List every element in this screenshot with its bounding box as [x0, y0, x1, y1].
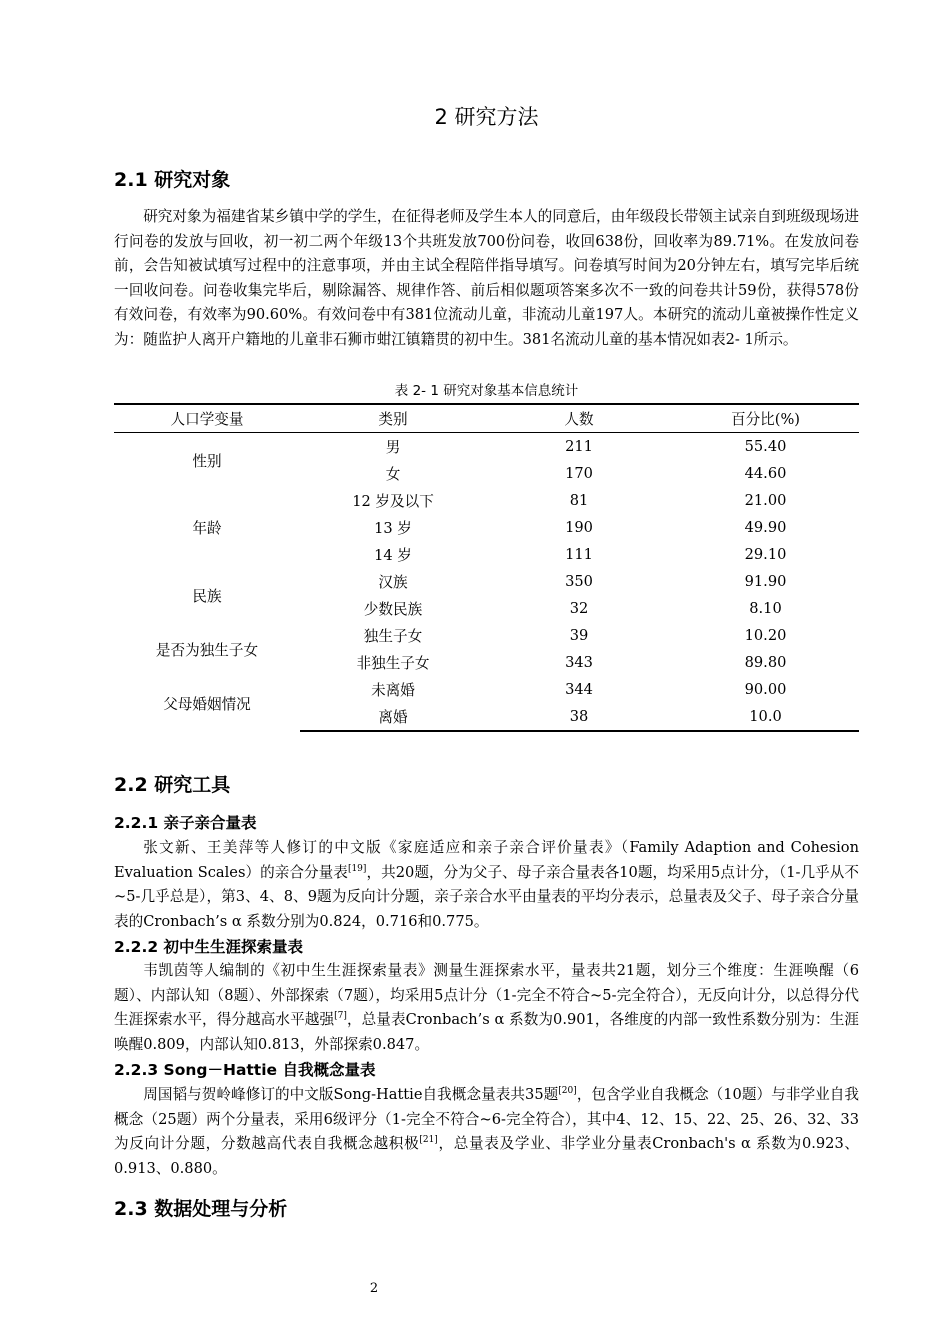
category-cell: 独生子女	[363, 628, 423, 645]
percent-cell: 29.10	[744, 546, 787, 563]
count-cell: 170	[565, 465, 593, 482]
citation: [21]	[419, 1135, 438, 1146]
percent-cell: 91.90	[744, 573, 787, 590]
citation: [20]	[558, 1086, 577, 1097]
citation: [7]	[334, 1011, 347, 1022]
category-cell: 离婚	[300, 703, 486, 731]
subsection-heading-2-2-2: 2.2.2 初中生生涯探索量表	[114, 938, 304, 956]
header-category: 类别	[300, 404, 486, 433]
citation: [19]	[347, 863, 367, 874]
header-count: 人数	[486, 404, 672, 433]
category-cell: 男	[385, 439, 401, 456]
table-row	[114, 676, 859, 703]
percent-cell: 10.0	[672, 703, 859, 731]
percent-cell: 49.90	[744, 519, 787, 536]
variable-ethnicity: 民族	[192, 587, 222, 605]
header-variable: 人口学变量	[114, 404, 300, 433]
category-cell: 汉族	[378, 574, 408, 591]
count-cell: 39	[569, 627, 589, 644]
category-cell: 12 岁及以下	[352, 493, 434, 510]
paragraph-text: ，总量表Cronbach’s α 系数为0.901，各维度的内部一致性系数分别为：生涯唤醒0.809，内部认知0.813，外部探索0.847。	[114, 1011, 859, 1053]
percent-cell: 90.00	[744, 681, 787, 698]
table-row	[114, 487, 859, 514]
demographics-table	[114, 403, 859, 732]
count-cell: 111	[565, 546, 593, 563]
header-percent: 百分比(%)	[672, 404, 859, 433]
page-number: 2	[369, 1281, 379, 1296]
percent-cell: 44.60	[744, 465, 787, 482]
chapter-title: 2 研究方法	[434, 105, 539, 129]
table-row	[114, 568, 859, 595]
subsection-heading-2-2-3: 2.2.3 Song－Hattie 自我概念量表	[114, 1061, 376, 1079]
subsection-2-2-3-paragraph	[114, 1083, 859, 1181]
section-heading-2-3: 2.3 数据处理与分析	[114, 1198, 288, 1220]
percent-cell: 10.20	[744, 627, 787, 644]
category-cell: 未离婚	[371, 682, 415, 699]
count-cell: 344	[565, 681, 593, 698]
section-heading-2-2: 2.2 研究工具	[114, 774, 231, 796]
table-caption: 表 2- 1 研究对象基本信息统计	[394, 383, 579, 399]
subsection-2-2-1-paragraph	[114, 836, 859, 934]
count-cell: 190	[565, 519, 593, 536]
category-cell: 13 岁	[374, 520, 412, 537]
category-cell: 14 岁	[374, 547, 412, 564]
count-cell: 32	[569, 600, 589, 617]
percent-cell: 89.80	[744, 654, 787, 671]
table-row	[114, 433, 859, 461]
subsection-heading-2-2-1: 2.2.1 亲子亲合量表	[114, 814, 257, 832]
paragraph-text: 韦凯茵等人编制的《初中生生涯探索量表》测量生涯探索水平，量表共21题，划分三个维度：生涯唤醒（6题）、内部认知（8题）、外部探索（7题），均采用5点计分（1-完全不符合~5-完全符合），无反向计分，以总得分代生涯探索水平，得分越高水平越强	[114, 962, 859, 1029]
category-cell: 非独生子女	[356, 655, 430, 672]
variable-only-child: 是否为独生子女	[155, 641, 259, 659]
count-cell: 38	[486, 703, 672, 731]
paragraph-text: 周国韬与贺岭峰修订的中文版Song-Hattie自我概念量表共35题	[143, 1086, 559, 1103]
variable-gender: 性别	[192, 452, 222, 470]
count-cell: 350	[565, 573, 593, 590]
percent-cell: 21.00	[744, 492, 787, 509]
count-cell: 81	[569, 492, 589, 509]
variable-parents-marital: 父母婚姻情况	[163, 696, 251, 713]
variable-age: 年龄	[192, 520, 222, 537]
paragraph-text: 张文新、王美萍等人修订的中文版《家庭适应和亲子亲合评价量表》（Family Adaption and Cohesion Evaluation Scales）的亲合分量表	[114, 839, 859, 881]
table-header-row	[114, 404, 859, 433]
category-cell: 少数民族	[363, 601, 423, 618]
section-heading-2-1: 2.1 研究对象	[114, 169, 231, 191]
section-2-1-paragraph: 研究对象为福建省某乡镇中学的学生，在征得老师及学生本人的同意后，由年级段长带领主试亲自到班级现场进行问卷的发放与回收，初一初二两个年级13个共班发放700份问卷，收回638份，回收率为89.71%。在发放问卷前，会告知被试填写过程中的注意事项，并由主试全程陪伴指导填写。问卷填写时间为20分钟左右，填写完毕后统一回收问卷。问卷收集完毕后，剔除漏答、规律作答、前后相似题项答案多次不一致的问卷共计59份，获得578份有效问卷，有效率为90.60%。有效问卷中有381位流动儿童，非流动儿童197人。本研究的流动儿童被操作性定义为：随监护人离开户籍地的儿童非石狮市蚶江镇籍贯的初中生。381名流动儿童的基本情况如表2- 1所示。	[114, 208, 859, 348]
paragraph-text: ，共20题，分为父子、母子亲合量表各10题，均采用5点计分，（1-几乎从不~5-几乎总是），第3、4、8、9题为反向计分题，亲子亲合水平由量表的平均分表示，总量表及父子、母子亲合分量表的Cronbach’s α 系数分别为0.824，0.716和0.775。	[114, 863, 860, 930]
paragraph-text: ，总量表及学业、非学业分量表Cronbach's α 系数为0.923、0.913、0.880。	[114, 1135, 859, 1177]
subsection-2-2-2-paragraph	[114, 959, 859, 1057]
count-cell: 343	[565, 654, 593, 671]
category-cell: 女	[385, 466, 401, 483]
percent-cell: 8.10	[749, 600, 782, 617]
table-row	[114, 622, 859, 649]
count-cell: 211	[565, 438, 593, 455]
paragraph-text: ，包含学业自我概念（10题）与非学业自我概念（25题）两个分量表，采用6级评分（1-完全不符合~6-完全符合），其中4、12、15、22、25、26、32、33为反向计分题，分数越高代表自我概念越积极	[114, 1086, 859, 1153]
percent-cell: 55.40	[744, 438, 787, 455]
